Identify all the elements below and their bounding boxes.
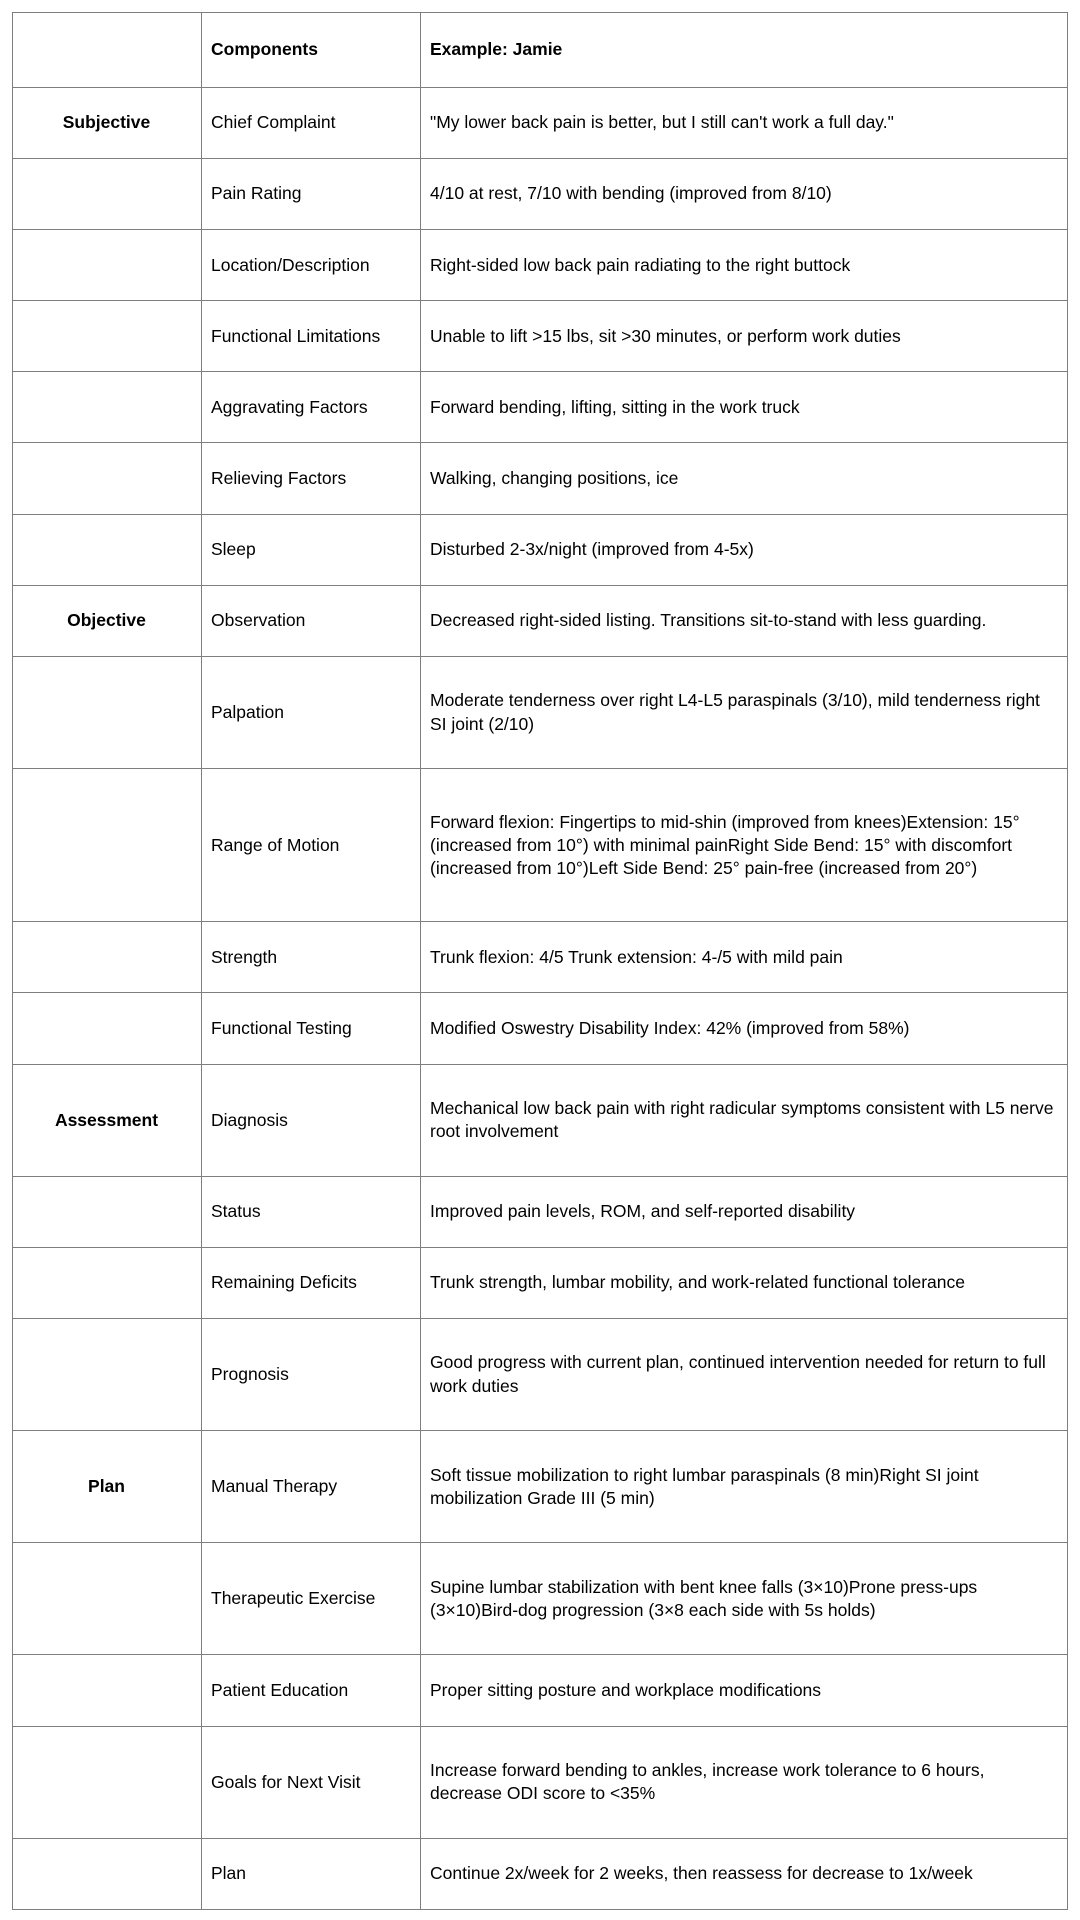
example-content-cell: Modified Oswestry Disability Index: 42% (improved from 58%) — [421, 993, 1068, 1064]
component-name-cell: Chief Complaint — [202, 87, 421, 158]
table-row — [13, 230, 1068, 301]
table-row — [13, 158, 1068, 229]
component-name-cell: Sleep — [202, 514, 421, 585]
example-content-cell: Right-sided low back pain radiating to the right buttock — [421, 230, 1068, 301]
table-row — [13, 1318, 1068, 1430]
table-row — [13, 87, 1068, 158]
section-label-cell — [13, 158, 202, 229]
table-row — [13, 1176, 1068, 1247]
example-content-cell: Continue 2x/week for 2 weeks, then reassess for decrease to 1x/week — [421, 1838, 1068, 1909]
header-components-cell: Components — [202, 13, 421, 88]
section-label-cell: Objective — [13, 585, 202, 656]
section-label-cell — [13, 1543, 202, 1655]
component-name-cell: Therapeutic Exercise — [202, 1543, 421, 1655]
component-name-cell: Pain Rating — [202, 158, 421, 229]
section-label-cell — [13, 1318, 202, 1430]
table-row — [13, 1064, 1068, 1176]
table-row — [13, 1431, 1068, 1543]
section-label-cell: Assessment — [13, 1064, 202, 1176]
section-label-cell — [13, 656, 202, 768]
table-row — [13, 301, 1068, 372]
table-row — [13, 443, 1068, 514]
header-example-cell: Example: Jamie — [421, 13, 1068, 88]
section-label-cell — [13, 1838, 202, 1909]
component-name-cell: Functional Limitations — [202, 301, 421, 372]
table-row — [13, 1655, 1068, 1726]
table-header-row — [13, 13, 1068, 88]
section-label-cell — [13, 301, 202, 372]
example-content-cell: Trunk strength, lumbar mobility, and work-related functional tolerance — [421, 1247, 1068, 1318]
section-label-cell — [13, 1247, 202, 1318]
example-content-cell: Unable to lift >15 lbs, sit >30 minutes, or perform work duties — [421, 301, 1068, 372]
section-label-cell — [13, 514, 202, 585]
table-row — [13, 656, 1068, 768]
section-label-cell: Plan — [13, 1431, 202, 1543]
table-row — [13, 1838, 1068, 1909]
table-row — [13, 514, 1068, 585]
component-name-cell: Functional Testing — [202, 993, 421, 1064]
example-content-cell: Forward flexion: Fingertips to mid-shin (improved from knees)Extension: 15° (increased from 10°) with minimal painRight Side Bend: 15° with discomfort (increased from 10°)Left Side Bend: 25° pain-free (increased from 20°) — [421, 769, 1068, 922]
section-label-cell — [13, 230, 202, 301]
table-row — [13, 585, 1068, 656]
component-name-cell: Palpation — [202, 656, 421, 768]
component-name-cell: Manual Therapy — [202, 1431, 421, 1543]
example-content-cell: Improved pain levels, ROM, and self-reported disability — [421, 1176, 1068, 1247]
table-body — [13, 13, 1068, 1910]
component-name-cell: Prognosis — [202, 1318, 421, 1430]
section-label-cell: Subjective — [13, 87, 202, 158]
component-name-cell: Strength — [202, 922, 421, 993]
table-row — [13, 372, 1068, 443]
example-content-cell: Moderate tenderness over right L4-L5 paraspinals (3/10), mild tenderness right SI joint (2/10) — [421, 656, 1068, 768]
table-row — [13, 1543, 1068, 1655]
example-content-cell: 4/10 at rest, 7/10 with bending (improved from 8/10) — [421, 158, 1068, 229]
section-label-cell — [13, 372, 202, 443]
example-content-cell: Disturbed 2-3x/night (improved from 4-5x) — [421, 514, 1068, 585]
table-row — [13, 1247, 1068, 1318]
soap-note-table — [12, 12, 1068, 1910]
example-content-cell: Supine lumbar stabilization with bent knee falls (3×10)Prone press-ups (3×10)Bird-dog progression (3×8 each side with 5s holds) — [421, 1543, 1068, 1655]
component-name-cell: Relieving Factors — [202, 443, 421, 514]
section-label-cell — [13, 443, 202, 514]
component-name-cell: Aggravating Factors — [202, 372, 421, 443]
component-name-cell: Plan — [202, 1838, 421, 1909]
example-content-cell: Mechanical low back pain with right radicular symptoms consistent with L5 nerve root involvement — [421, 1064, 1068, 1176]
example-content-cell: Proper sitting posture and workplace modifications — [421, 1655, 1068, 1726]
section-label-cell — [13, 1655, 202, 1726]
section-label-cell — [13, 922, 202, 993]
component-name-cell: Location/Description — [202, 230, 421, 301]
example-content-cell: "My lower back pain is better, but I still can't work a full day." — [421, 87, 1068, 158]
component-name-cell: Diagnosis — [202, 1064, 421, 1176]
section-label-cell — [13, 769, 202, 922]
component-name-cell: Range of Motion — [202, 769, 421, 922]
example-content-cell: Soft tissue mobilization to right lumbar paraspinals (8 min)Right SI joint mobilization Grade III (5 min) — [421, 1431, 1068, 1543]
table-row — [13, 769, 1068, 922]
example-content-cell: Increase forward bending to ankles, increase work tolerance to 6 hours, decrease ODI score to <35% — [421, 1726, 1068, 1838]
section-label-cell — [13, 1726, 202, 1838]
table-row — [13, 993, 1068, 1064]
example-content-cell: Good progress with current plan, continued intervention needed for return to full work duties — [421, 1318, 1068, 1430]
table-row — [13, 1726, 1068, 1838]
header-section-cell — [13, 13, 202, 88]
section-label-cell — [13, 993, 202, 1064]
component-name-cell: Goals for Next Visit — [202, 1726, 421, 1838]
section-label-cell — [13, 1176, 202, 1247]
table-row — [13, 922, 1068, 993]
component-name-cell: Remaining Deficits — [202, 1247, 421, 1318]
example-content-cell: Walking, changing positions, ice — [421, 443, 1068, 514]
example-content-cell: Decreased right-sided listing. Transitions sit-to-stand with less guarding. — [421, 585, 1068, 656]
example-content-cell: Forward bending, lifting, sitting in the work truck — [421, 372, 1068, 443]
component-name-cell: Observation — [202, 585, 421, 656]
example-content-cell: Trunk flexion: 4/5 Trunk extension: 4-/5 with mild pain — [421, 922, 1068, 993]
component-name-cell: Patient Education — [202, 1655, 421, 1726]
component-name-cell: Status — [202, 1176, 421, 1247]
